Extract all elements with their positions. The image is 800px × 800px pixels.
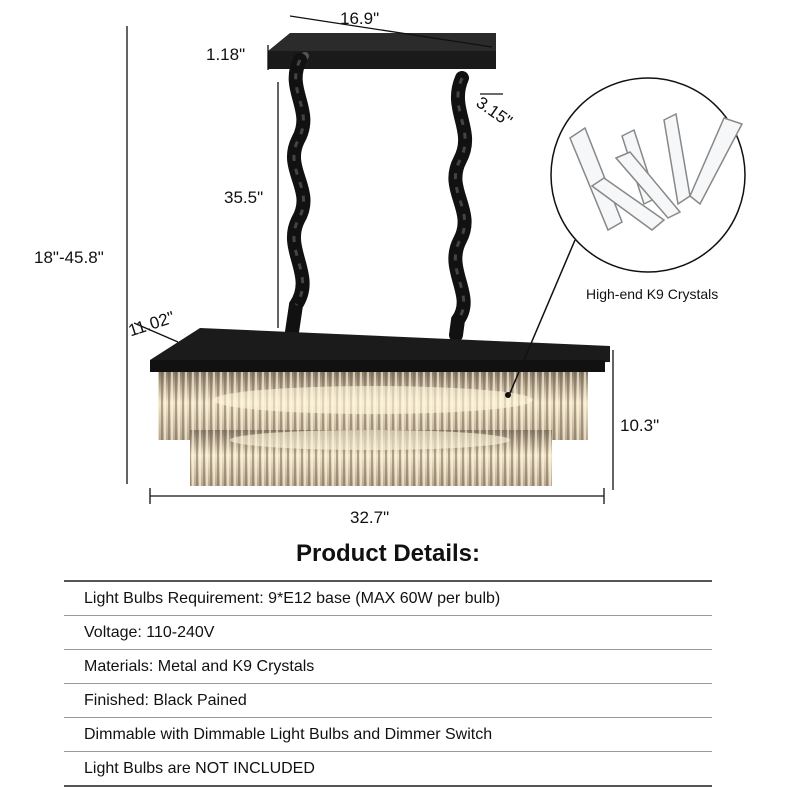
chain-right bbox=[455, 78, 465, 335]
detail-row-bulbs: Light Bulbs Requirement: 9*E12 base (MAX 60W per bulb) bbox=[64, 582, 712, 616]
dim-body-height: 10.3" bbox=[620, 416, 660, 435]
detail-row-voltage: Voltage: 110-240V bbox=[64, 616, 712, 650]
crystal-tier-lower bbox=[190, 430, 552, 486]
callout-label: High-end K9 Crystals bbox=[586, 286, 719, 302]
detail-row-finish: Finished: Black Pained bbox=[64, 684, 712, 718]
crystal-tier-upper bbox=[158, 372, 588, 440]
dim-body-depth: 11.02" bbox=[125, 307, 177, 341]
dim-total-height: 18"-45.8" bbox=[34, 248, 104, 267]
chain-left bbox=[292, 60, 304, 332]
product-details bbox=[64, 540, 712, 787]
dim-chain-length: 35.5" bbox=[224, 188, 264, 207]
details-title: Product Details: bbox=[295, 540, 481, 567]
detail-row-dimmable: Dimmable with Dimmable Light Bulbs and Dimmer Switch bbox=[64, 718, 712, 752]
dim-canopy-depth: 3.15" bbox=[472, 92, 516, 131]
dim-canopy-width: 16.9" bbox=[340, 9, 380, 28]
detail-row-materials: Materials: Metal and K9 Crystals bbox=[64, 650, 712, 684]
detail-row-bulbs-included: Light Bulbs are NOT INCLUDED bbox=[64, 752, 712, 787]
details-list bbox=[64, 580, 712, 787]
dim-canopy-height: 1.18" bbox=[206, 45, 246, 64]
dim-body-width: 32.7" bbox=[350, 508, 390, 527]
top-frame bbox=[150, 328, 610, 372]
